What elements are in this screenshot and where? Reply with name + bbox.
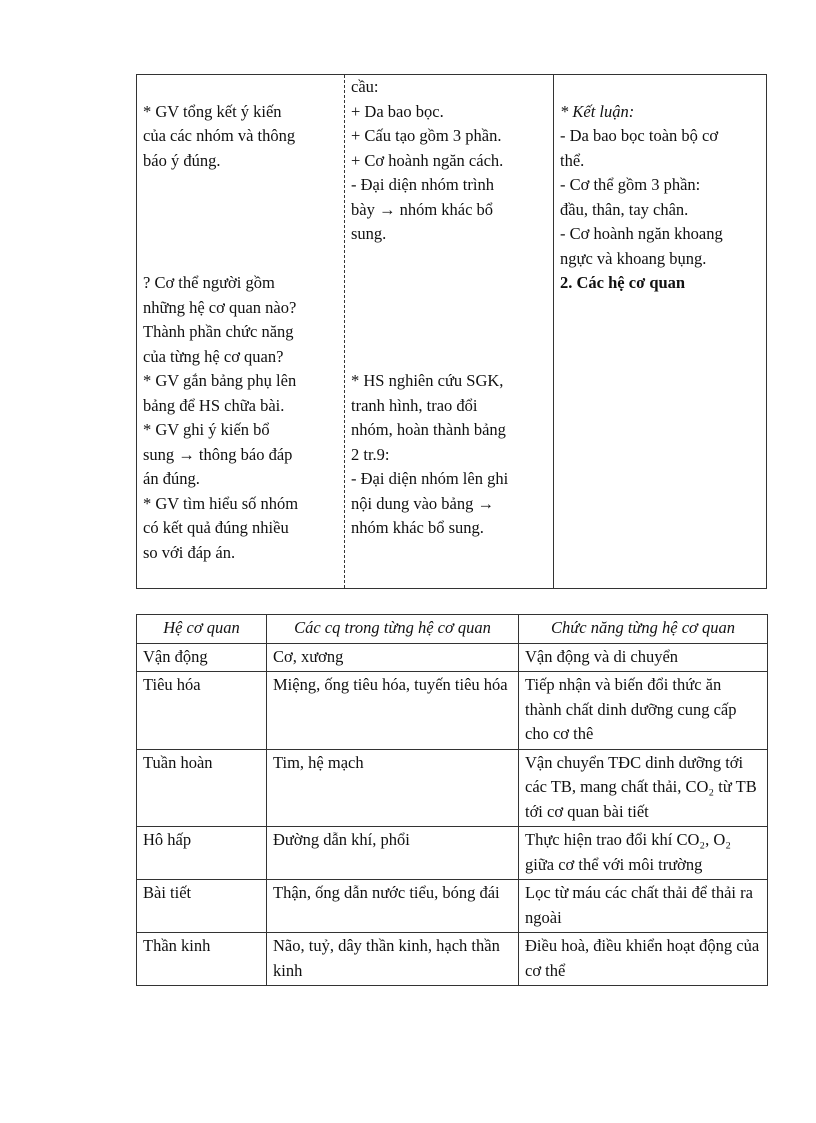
text-line: ? Cơ thể người gồm [143, 273, 275, 292]
table-row [137, 933, 768, 986]
header-function: Chức năng từng hệ cơ quan [519, 615, 768, 644]
text-line: án đúng. [143, 469, 200, 488]
cell-function: Tiếp nhận và biến đổi thức ăn thành chất dinh dưỡng cung cấp cho cơ thê [519, 672, 768, 750]
cell-organs: Miệng, ống tiêu hóa, tuyến tiêu hóa [267, 672, 519, 750]
cell-organs: Tim, hệ mạch [267, 749, 519, 827]
text-line: * GV tổng kết ý kiến [143, 101, 282, 121]
cell-function: Lọc từ máu các chất thải để thải ra ngoài [519, 880, 768, 933]
text-line: thể. [560, 150, 585, 170]
text-line: bày → nhóm khác bổ [351, 199, 494, 219]
text-line: + Da bao bọc. [351, 101, 444, 121]
text-line: báo ý đúng. [143, 150, 221, 170]
table-row [137, 827, 768, 880]
text-line: cầu: [351, 77, 379, 96]
text-line: bảng để HS chữa bài. [143, 395, 285, 415]
text-line: của từng hệ cơ quan? [143, 346, 284, 366]
cell-system: Hô hấp [137, 827, 267, 880]
text-line [143, 198, 340, 223]
text-line: - Đại diện nhóm trình [351, 175, 494, 194]
cell-organs: Thận, ống dẫn nước tiểu, bóng đái [267, 880, 519, 933]
cell-system: Vận động [137, 643, 267, 672]
text-line: ngực và khoang bụng. [560, 248, 707, 268]
table-row [137, 749, 768, 827]
text-line: của các nhóm và thông [143, 126, 296, 145]
text-line: 2 tr.9: [351, 444, 390, 464]
text-line [143, 247, 340, 272]
text-line: * GV gắn bảng phụ lên [143, 371, 297, 390]
cell-system: Bài tiết [137, 880, 267, 933]
text-line: - Cơ thể gồm 3 phần: [560, 175, 701, 194]
text-line: đầu, thân, tay chân. [560, 199, 689, 219]
header-system: Hệ cơ quan [137, 615, 267, 644]
text-line: những hệ cơ quan nào? [143, 297, 297, 317]
text-line [351, 247, 549, 272]
cell-function: Thực hiện trao đổi khí CO₂, O₂ giữa cơ thể với môi trường [519, 827, 768, 880]
text-line: so với đáp án. [143, 542, 236, 562]
cell-organs: Não, tuỷ, dây thần kinh, hạch thần kinh [267, 933, 519, 986]
section-heading: 2. Các hệ cơ quan [560, 273, 686, 292]
text-line [351, 296, 549, 321]
student-activity-column [344, 75, 553, 588]
cell-system: Tiêu hóa [137, 672, 267, 750]
text-line: sung. [351, 224, 387, 243]
text-line: - Da bao bọc toàn bộ cơ [560, 126, 719, 145]
text-line: * GV tìm hiểu số nhóm [143, 493, 299, 513]
cell-function: Điều hoà, điều khiển hoạt động của cơ thể [519, 933, 768, 986]
text-line: tranh hình, trao đổi [351, 395, 478, 415]
cell-organs: Cơ, xương [267, 643, 519, 672]
cell-function: Vận chuyển TĐC dinh dưỡng tới các TB, mang chất thải, CO₂ từ TB tới cơ quan bài tiết [519, 749, 768, 827]
table-row [137, 643, 768, 672]
text-line: Thành phần chức năng [143, 322, 294, 341]
conclusion-heading: * Kết luận: [560, 101, 635, 121]
header-organs: Các cq trong từng hệ cơ quan [267, 615, 519, 644]
table-row [137, 880, 768, 933]
text-line: + Cấu tạo gồm 3 phần. [351, 126, 502, 145]
text-line: nội dung vào bảng → [351, 493, 494, 513]
text-line [351, 271, 549, 296]
text-line: nhóm khác bổ sung. [351, 518, 484, 537]
text-line [143, 75, 340, 100]
cell-function: Vận động và di chuyển [519, 643, 768, 672]
table-header-row [137, 615, 768, 644]
table-row [137, 672, 768, 750]
content-column [553, 75, 766, 588]
text-line: - Cơ hoành ngăn khoang [560, 224, 723, 243]
cell-system: Thần kinh [137, 933, 267, 986]
text-line: * GV ghi ý kiến bổ [143, 420, 270, 439]
cell-organs: Đường dẫn khí, phổi [267, 827, 519, 880]
text-line: nhóm, hoàn thành bảng [351, 420, 506, 439]
text-line: - Đại diện nhóm lên ghi [351, 469, 509, 488]
text-line: * HS nghiên cứu SGK, [351, 371, 504, 390]
activity-table [136, 74, 767, 589]
text-line [143, 173, 340, 198]
teacher-activity-column [137, 75, 344, 588]
text-line [351, 345, 549, 370]
text-line [351, 320, 549, 345]
organ-systems-table [136, 614, 768, 986]
text-line: sung → thông báo đáp [143, 444, 293, 464]
text-line: có kết quả đúng nhiều [143, 518, 289, 537]
text-line: + Cơ hoành ngăn cách. [351, 150, 504, 170]
text-line [143, 222, 340, 247]
cell-system: Tuần hoàn [137, 749, 267, 827]
